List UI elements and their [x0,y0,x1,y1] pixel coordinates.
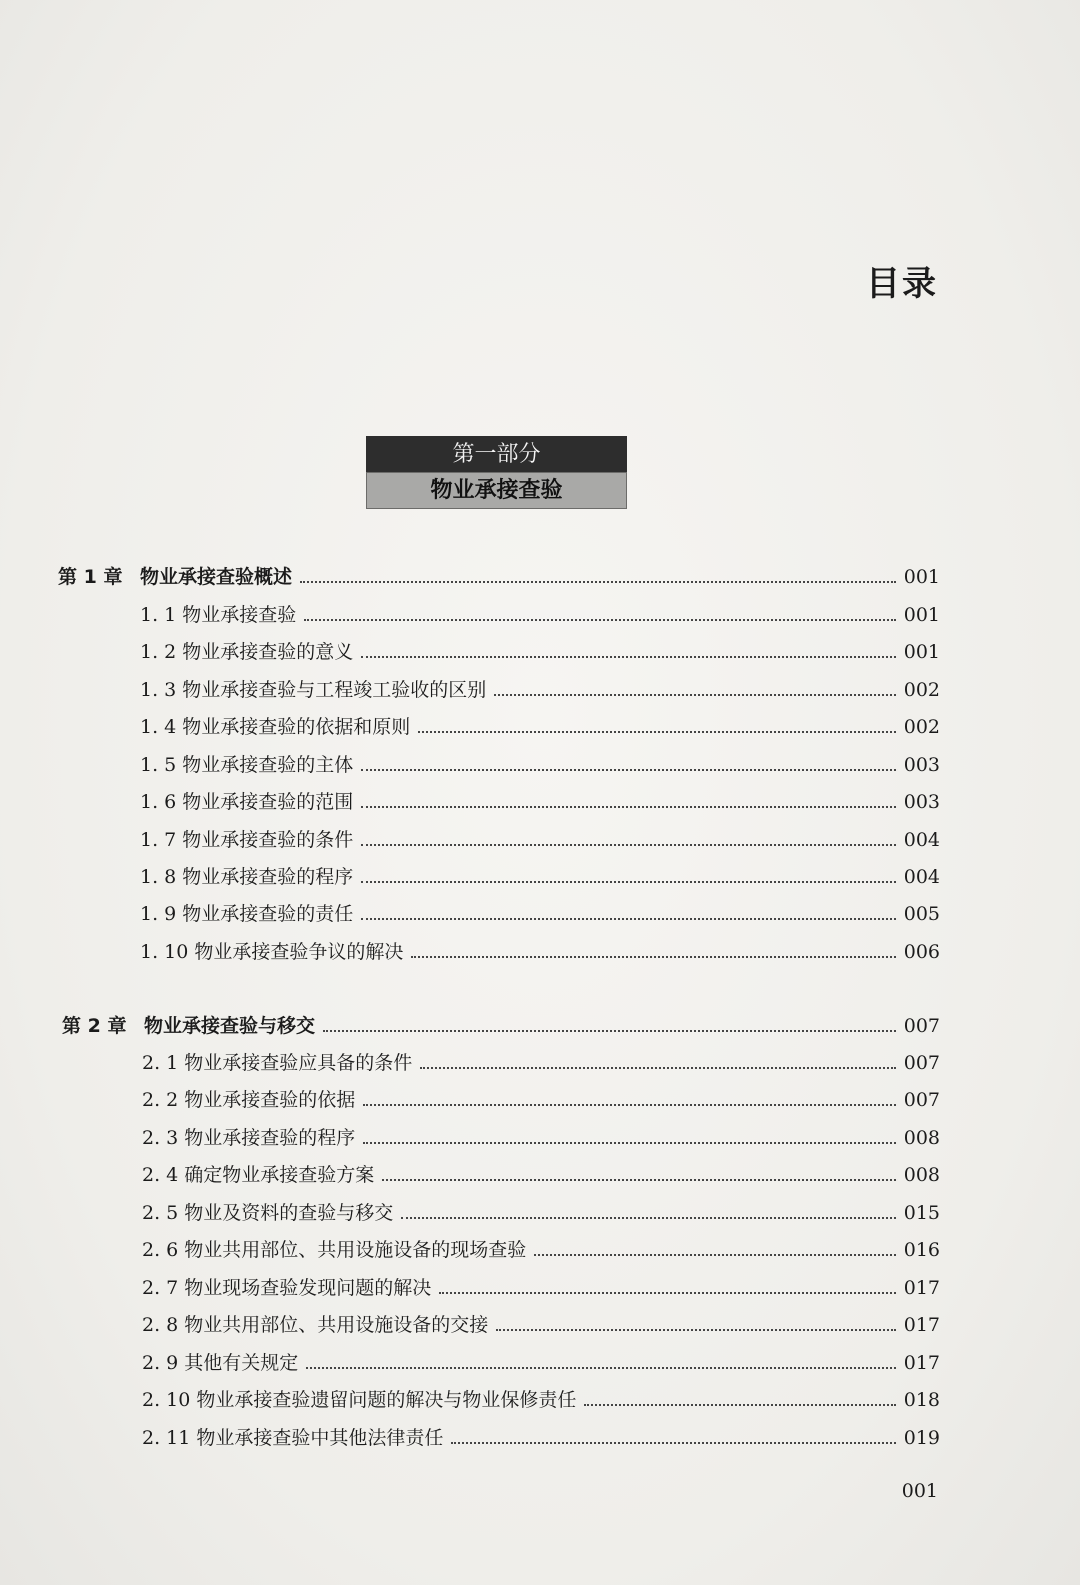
section-number: 1. 5 [140,754,177,776]
part-label: 第一部分 [366,436,627,472]
leader-dots [361,805,895,808]
page-number: 007 [903,1015,940,1037]
toc-section[interactable] [142,1310,940,1338]
page-number: 002 [903,679,940,701]
page-number: 001 [903,566,940,588]
toc-section[interactable] [142,1123,940,1151]
section-title: 物业承接查验争议的解决 [194,941,404,963]
section-number: 2. 6 [142,1239,179,1261]
section-title: 物业及资料的查验与移交 [184,1202,394,1224]
toc-section[interactable] [140,899,940,927]
section-number: 1. 4 [140,716,177,738]
toc-section[interactable] [142,1085,940,1113]
section-number: 2. 9 [142,1352,179,1374]
section-number: 2. 10 [142,1389,191,1411]
page-number: 017 [903,1277,940,1299]
toc-section[interactable] [142,1235,940,1263]
part-heading-box [366,436,627,509]
toc-chapter-2[interactable] [62,1011,940,1039]
leader-dots [361,768,895,771]
leader-dots [363,1103,895,1106]
section-title: 物业承接查验的条件 [182,829,354,851]
leader-dots [306,1366,895,1369]
page-number: 008 [903,1127,940,1149]
section-title: 物业承接查验的依据和原则 [182,716,411,738]
section-title: 物业承接查验的责任 [182,903,354,925]
page-number: 001 [903,641,940,663]
section-title: 物业承接查验遗留问题的解决与物业保修责任 [196,1389,577,1411]
section-number: 1. 7 [140,829,177,851]
leader-dots [361,655,895,658]
page-number: 017 [903,1352,940,1374]
leader-dots [363,1141,895,1144]
page-number: 007 [903,1052,940,1074]
leader-dots [300,580,896,583]
section-title: 其他有关规定 [184,1352,299,1374]
page-number: 019 [903,1427,940,1449]
page-title: 目录 [866,264,938,304]
leader-dots [382,1178,895,1181]
leader-dots [420,1066,895,1069]
toc-section[interactable] [142,1198,940,1226]
chapter-title: 物业承接查验概述 [140,566,293,588]
leader-dots [451,1441,895,1444]
page-number: 006 [903,941,940,963]
section-number: 2. 2 [142,1089,179,1111]
section-number: 1. 3 [140,679,177,701]
leader-dots [361,843,895,846]
leader-dots [496,1328,895,1331]
section-title: 确定物业承接查验方案 [184,1164,375,1186]
section-title: 物业承接查验 [182,604,297,626]
section-title: 物业共用部位、共用设施设备的现场查验 [184,1239,527,1261]
leader-dots [584,1403,895,1406]
toc-section[interactable] [140,937,940,965]
toc-section[interactable] [140,787,940,815]
section-number: 2. 4 [142,1164,179,1186]
section-number: 2. 11 [142,1427,191,1449]
page-number: 004 [903,866,940,888]
section-number: 2. 5 [142,1202,179,1224]
toc-section[interactable] [140,825,940,853]
section-number: 1. 10 [140,941,189,963]
section-title: 物业承接查验与工程竣工验收的区别 [182,679,487,701]
section-number: 1. 2 [140,641,177,663]
section-number: 2. 7 [142,1277,179,1299]
leader-dots [361,880,895,883]
toc-section[interactable] [142,1160,940,1188]
section-title: 物业承接查验的程序 [182,866,354,888]
page-number: 004 [903,829,940,851]
page-number: 002 [903,716,940,738]
toc-section[interactable] [140,712,940,740]
leader-dots [323,1029,896,1032]
section-number: 1. 9 [140,903,177,925]
page-number: 001 [903,604,940,626]
section-title: 物业现场查验发现问题的解决 [184,1277,432,1299]
page-number: 008 [903,1164,940,1186]
page-number: 018 [903,1389,940,1411]
toc-section[interactable] [140,637,940,665]
page-number: 007 [903,1089,940,1111]
page-number: 005 [903,903,940,925]
toc-chapter-1[interactable] [58,562,940,590]
part-name: 物业承接查验 [366,472,627,509]
toc-section[interactable] [142,1048,940,1076]
chapter-title: 物业承接查验与移交 [144,1015,316,1037]
section-title: 物业承接查验的意义 [182,641,354,663]
page-number: 015 [903,1202,940,1224]
section-title: 物业承接查验中其他法律责任 [196,1427,444,1449]
toc-section[interactable] [142,1273,940,1301]
section-title: 物业承接查验的范围 [182,791,354,813]
section-number: 1. 1 [140,604,177,626]
section-number: 1. 6 [140,791,177,813]
toc-section[interactable] [142,1423,940,1451]
chapter-number: 第 1 章 [58,566,123,588]
toc-section[interactable] [142,1348,940,1376]
toc-section[interactable] [140,600,940,628]
section-number: 2. 1 [142,1052,179,1074]
page-number: 016 [903,1239,940,1261]
page-number: 003 [903,754,940,776]
page-number: 003 [903,791,940,813]
section-title: 物业共用部位、共用设施设备的交接 [184,1314,489,1336]
leader-dots [411,955,895,958]
folio-page-number: 001 [901,1480,938,1502]
section-title: 物业承接查验应具备的条件 [184,1052,413,1074]
chapter-number: 第 2 章 [62,1015,127,1037]
section-title: 物业承接查验的主体 [182,754,354,776]
toc-section[interactable] [140,675,940,703]
leader-dots [304,618,895,621]
section-number: 2. 8 [142,1314,179,1336]
section-number: 1. 8 [140,866,177,888]
section-number: 2. 3 [142,1127,179,1149]
leader-dots [361,917,895,920]
leader-dots [401,1216,895,1219]
leader-dots [494,693,895,696]
page-number: 017 [903,1314,940,1336]
leader-dots [534,1253,895,1256]
toc-section[interactable] [140,750,940,778]
section-title: 物业承接查验的依据 [184,1089,356,1111]
toc-section[interactable] [142,1385,940,1413]
section-title: 物业承接查验的程序 [184,1127,356,1149]
toc-section[interactable] [140,862,940,890]
leader-dots [418,730,895,733]
leader-dots [439,1291,895,1294]
